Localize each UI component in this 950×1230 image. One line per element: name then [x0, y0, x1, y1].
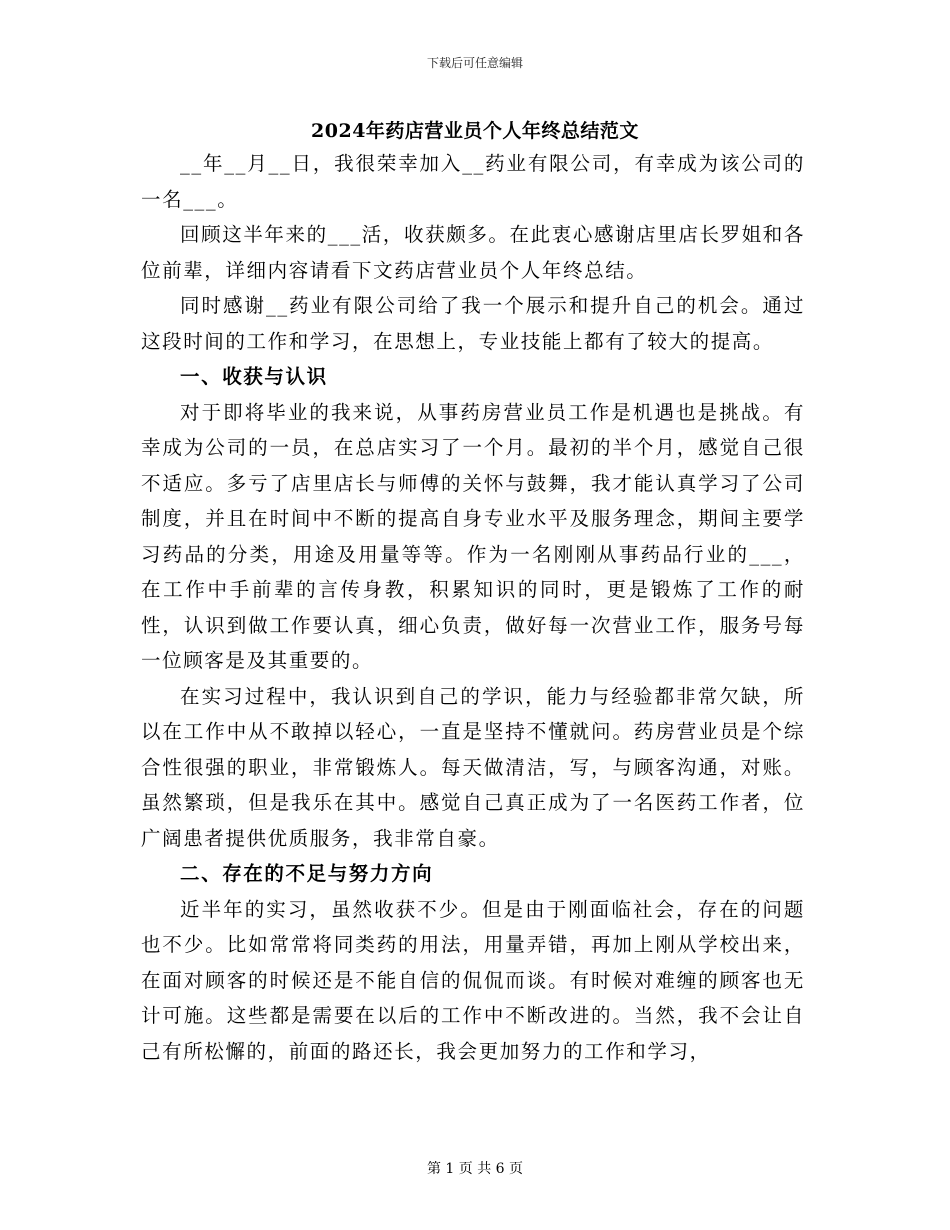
paragraph-gains-2: 在实习过程中，我认识到自己的学识，能力与经验都非常欠缺，所以在工作中从不敢掉以轻心，一直是坚持不懂就问。药房营业员是个综合性很强的职业，非常锻炼人。每天做清洁，写，与顾客沟通，对账。虽然繁琐，但是我乐在其中。感觉自己真正成为了一名医药工作者，位广阔患者提供优质服务，我非常自豪。: [141, 684, 805, 850]
section-heading-gains: 一、收获与认识: [180, 365, 328, 388]
section-heading-shortcomings: 二、存在的不足与努力方向: [180, 862, 434, 885]
paragraph-intro-2: 回顾这半年来的___活，收获颇多。在此衷心感谢店里店长罗姐和各位前辈，详细内容请看下文药店营业员个人年终总结。: [141, 223, 805, 282]
document-title: 2024年药店营业员个人年终总结范文: [311, 120, 639, 142]
header-note: 下载后可任意编辑: [426, 56, 523, 70]
paragraph-intro-3: 同时感谢__药业有限公司给了我一个展示和提升自己的机会。通过这段时间的工作和学习，在思想上，专业技能上都有了较大的提高。: [141, 294, 805, 353]
document-body: [141, 146, 805, 1069]
paragraph-shortcomings-1: 近半年的实习，虽然收获不少。但是由于刚面临社会，存在的问题也不少。比如常常将同类药的用法，用量弄错，再加上刚从学校出来，在面对顾客的时候还是不能自信的侃侃而谈。有时候对难缠的顾客也无计可施。这些都是需要在以后的工作中不断改进的。当然，我不会让自己有所松懈的，前面的路还长，我会更加努力的工作和学习，: [141, 897, 805, 1063]
page-number: 第 1 页 共 6 页: [426, 1161, 524, 1177]
paragraph-gains-1: 对于即将毕业的我来说，从事药房营业员工作是机遇也是挑战。有幸成为公司的一员，在总店实习了一个月。最初的半个月，感觉自己很不适应。多亏了店里店长与师傅的关怀与鼓舞，我才能认真学习了公司制度，并且在时间中不断的提高自身专业水平及服务理念，期间主要学习药品的分类，用途及用量等等。作为一名刚刚从事药品行业的___，在工作中手前辈的言传身教，积累知识的同时，更是锻炼了工作的耐性，认识到做工作要认真，细心负责，做好每一次营业工作，服务号每一位顾客是及其重要的。: [141, 400, 805, 672]
paragraph-intro-1: __年__月__日，我很荣幸加入__药业有限公司，有幸成为该公司的一名___。: [141, 152, 805, 211]
